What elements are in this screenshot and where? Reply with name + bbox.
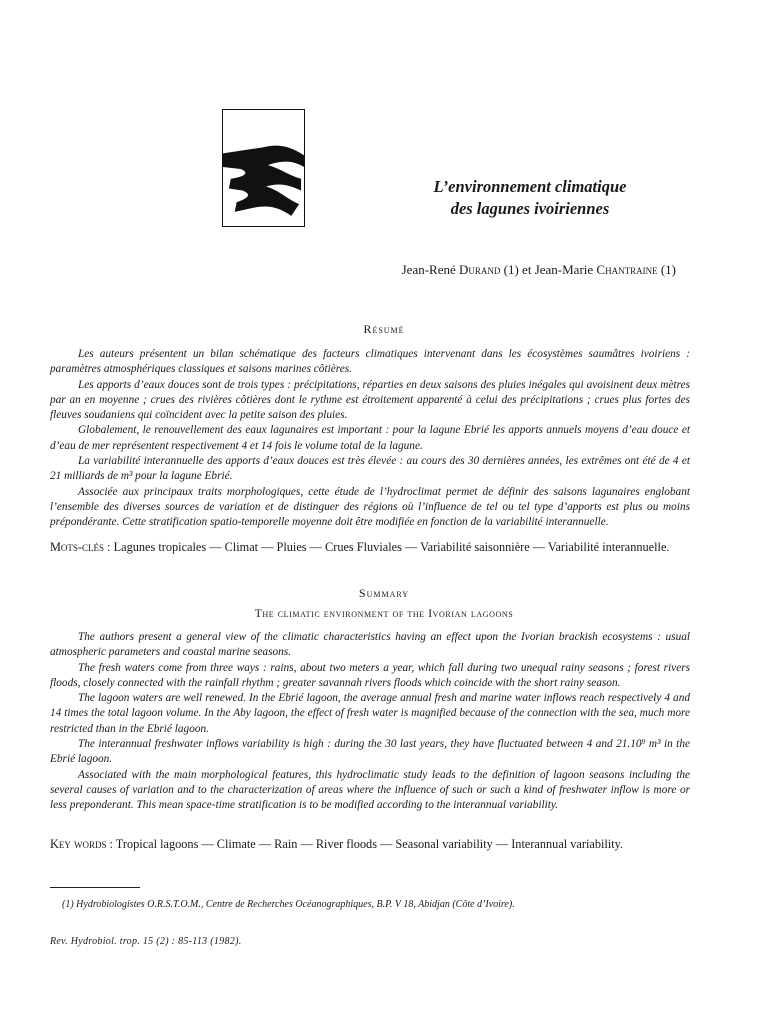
resume-paragraph: Les apports d’eaux douces sont de trois types : précipitations, réparties en deux saisons des pluies inégales qui avoisinent deux mètres par an en moyenne ; crues des rivières côtières dont le rythme est étroitement apparenté à celui des précipitations ; crues plus fortes des fleuves soudaniens qui coïncident avec la petite saison des pluies. — [50, 378, 690, 422]
waves-logo-graphic — [223, 110, 304, 226]
resume-paragraph: Globalement, le renouvellement des eaux lagunaires est important : pour la lagune Ebrié les apports annuels moyens d’eau douce et d’eau de mer représentent respectivement 4 et 14 fois le volume total de la lagune. — [50, 424, 690, 452]
resume-body — [50, 347, 690, 531]
summary-heading: Summary — [358, 586, 410, 600]
keywords-label: Mots-clés — [50, 540, 105, 554]
resume-paragraph: Les auteurs présentent un bilan schématique des facteurs climatiques intervenant dans les écosystèmes saumâtres ivoiriens : paramètres atmosphériques classiques et saisons marines côtières. — [50, 348, 690, 376]
keywords-text: : Tropical lagoons — Climate — Rain — River floods — Seasonal variability — Interannual variability. — [106, 837, 624, 851]
author-joiner: (1) et — [500, 262, 535, 277]
summary-paragraph: The interannual freshwater inflows variability is high : during the 30 last years, they have fluctuated between 4 and 21.10⁹ m³ in the Ebrié lagoon. — [50, 738, 690, 766]
author2-first: Jean-Marie — [534, 262, 597, 277]
author1-last: Durand — [459, 262, 501, 277]
resume-keywords — [50, 540, 690, 555]
article-title — [380, 176, 680, 220]
summary-paragraph: Associated with the main morphological features, this hydroclimatic study leads to the definition of lagoon seasons including the several causes of variation and to the characterization of areas where the influence of such or such a kind of freshwater inflow is more or less preponderant. This mean space-time stratification is to be modified according to the interannual variability. — [50, 768, 690, 812]
keywords-label: Key words — [50, 837, 107, 851]
summary-paragraph: The lagoon waters are well renewed. In the Ebrié lagoon, the average annual fresh and marine water inflows reach respectively 4 and 14 times the total lagoon volume. In the Aby lagoon, the effect of fresh water is magnified because of the connection with the sea, much more restricted than in the Ebrié lagoon. — [50, 692, 690, 735]
author2-last: Chantraine — [596, 262, 658, 277]
summary-keywords — [50, 837, 690, 852]
author1-first: Jean-René — [401, 262, 459, 277]
summary-paragraph: The authors present a general view of the climatic characteristics having an effect upon the Ivorian brackish ecosystems : usual atmospheric parameters and coastal marine seasons. — [50, 631, 690, 659]
footnote: (1) Hydrobiologistes O.R.S.T.O.M., Centre de Recherches Océanographiques, B.P. V 18, Abidjan (Côte d’Ivoire). — [62, 899, 515, 910]
journal-reference: Rev. Hydrobiol. trop. 15 (2) : 85-113 (1982). — [50, 936, 242, 947]
summary-body — [50, 630, 690, 814]
title-line-2: des lagunes ivoiriennes — [450, 199, 610, 218]
author2-note: (1) — [657, 262, 676, 277]
summary-paragraph: The fresh waters come from three ways : rains, about two meters a year, which fall during two unequal rainy seasons ; forest rivers floods, closely connected with the rainfall rhythm ; greater savannah rivers floods which coincide with the short rainy season. — [50, 661, 690, 689]
resume-paragraph: La variabilité interannuelle des apports d’eaux douces est très élevée : au cours des 30 dernières années, les extrêmes ont été de 4 et 21 milliards de m³ pour la lagune Ebrié. — [50, 455, 690, 483]
authors-line — [402, 262, 676, 278]
resume-paragraph: Associée aux principaux traits morphologiques, cette étude de l’hydroclimat permet de définir des saisons lagunaires englobant l’ensemble des diverses sources de variation et de distinguer des régions où l’influence de tel ou tel type d’apports est plus ou moins prépondérante. Cette stratification spatio-temporelle moyenne doit être modifiée en fonction de la variabilité interannuelle. — [50, 485, 690, 529]
title-line-1: L’environnement climatique — [433, 177, 627, 196]
footnote-divider — [50, 887, 140, 888]
resume-heading: Résumé — [363, 322, 405, 336]
summary-title: The climatic environment of the Ivorian lagoons — [254, 608, 514, 620]
journal-logo-icon — [222, 109, 305, 227]
keywords-text: : Lagunes tropicales — Climat — Pluies — Crues Fluviales — Variabilité saisonnière — Variabilité interannuelle. — [104, 540, 670, 554]
